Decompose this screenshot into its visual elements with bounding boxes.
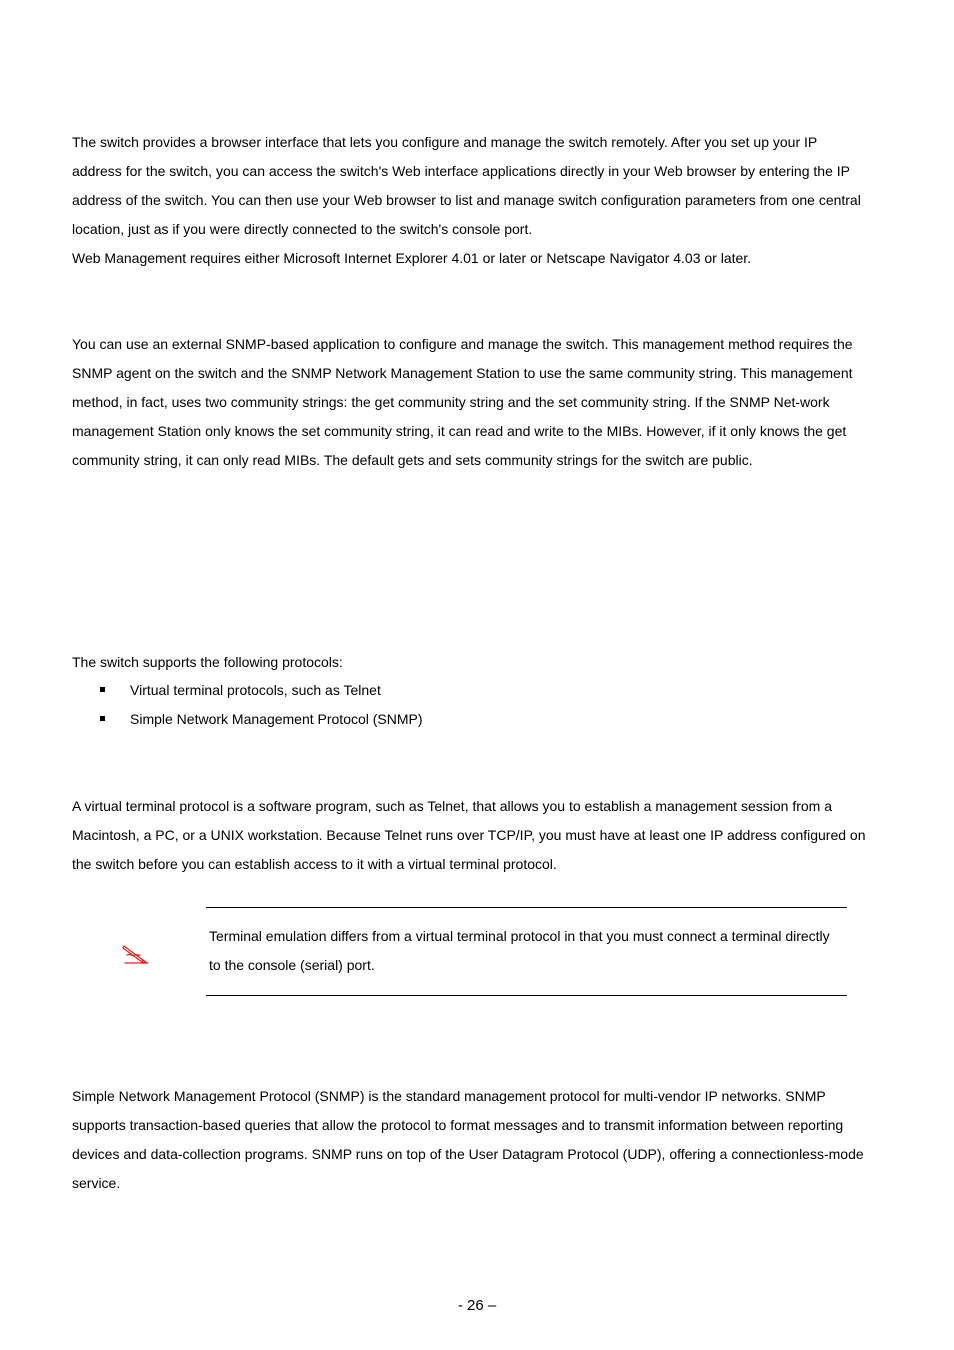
list-item-text: Virtual terminal protocols, such as Telnet [130,682,381,698]
paragraph-line: devices and data-collection programs. SNMP runs on top of the User Datagram Protocol (UDP), offering a connectionless-mode [72,1146,864,1162]
paragraph-line: method, in fact, uses two community strings: the get community string and the set community string. If the SNMP Net-work [72,394,830,410]
page-number: - 26 – [457,1297,497,1314]
paragraph-line: A virtual terminal protocol is a software program, such as Telnet, that allows you to establish a management session from a [72,798,832,814]
paragraph-line: Web Management requires either Microsoft Internet Explorer 4.01 or later or Netscape Navigator 4.03 or later. [72,250,752,266]
note-pencil-icon [121,943,151,967]
paragraph-line: address for the switch, you can access the switch's Web interface applications directly in your Web browser by entering the IP [72,163,850,179]
protocols-intro [72,648,887,677]
bullet-square-icon [100,716,105,721]
snmp-protocol-paragraph [72,1082,887,1198]
protocols-intro-text: The switch supports the following protocols: [72,654,343,670]
bullet-square-icon [100,687,105,692]
paragraph-line: address of the switch. You can then use your Web browser to list and manage switch configuration parameters from one central [72,192,861,208]
note-text [209,922,849,980]
note-line: to the console (serial) port. [209,957,375,973]
snmp-management-paragraph [72,330,887,475]
paragraph-line: Simple Network Management Protocol (SNMP) is the standard management protocol for multi-vendor IP networks. SNMP [72,1088,826,1104]
paragraph-line: community string, it can only read MIBs. The default gets and sets community strings for the switch are public. [72,452,753,468]
paragraph-line: management Station only knows the set community string, it can read and write to the MIBs. However, if it only knows the get [72,423,847,439]
web-management-paragraph [72,128,887,273]
paragraph-line: SNMP agent on the switch and the SNMP Network Management Station to use the same community string. This management [72,365,853,381]
virtual-terminal-paragraph [72,792,887,879]
paragraph-line: location, just as if you were directly connected to the switch's console port. [72,221,533,237]
paragraph-line: the switch before you can establish access to it with a virtual terminal protocol. [72,856,557,872]
paragraph-line: Macintosh, a PC, or a UNIX workstation. Because Telnet runs over TCP/IP, you must have at least one IP address configured on [72,827,866,843]
note-bottom-divider [206,995,847,996]
paragraph-line: supports transaction-based queries that allow the protocol to format messages and to transmit information between reporting [72,1117,844,1133]
paragraph-line: service. [72,1175,121,1191]
note-line: Terminal emulation differs from a virtual terminal protocol in that you must connect a terminal directly [209,928,830,944]
list-item-text: Simple Network Management Protocol (SNMP) [130,711,423,727]
paragraph-line: You can use an external SNMP-based application to configure and manage the switch. This management method requires the [72,336,853,352]
paragraph-line: The switch provides a browser interface that lets you configure and manage the switch remotely. After you set up your IP [72,134,818,150]
note-top-divider [206,907,847,908]
